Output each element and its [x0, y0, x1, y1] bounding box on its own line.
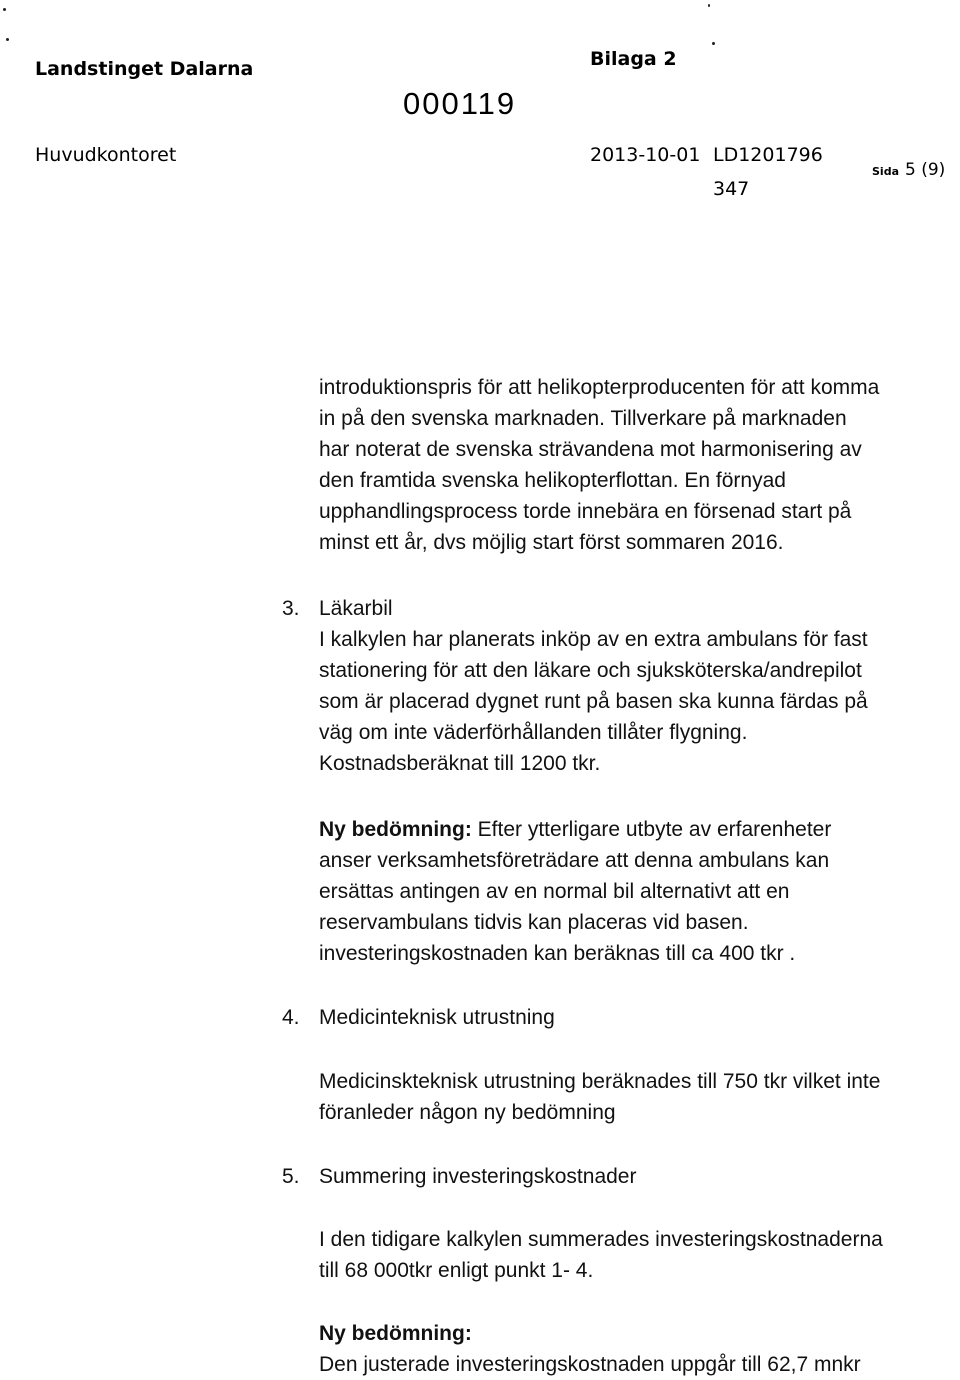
paragraph-line: reservambulans tidvis kan placeras vid basen.	[319, 911, 749, 934]
paragraph-line: in på den svenska marknaden. Tillverkare på marknaden	[319, 407, 847, 430]
page-indicator	[872, 162, 945, 179]
paragraph-line: väg om inte väderförhållanden tillåter flygning.	[319, 721, 748, 744]
section-3-assessment	[319, 814, 949, 969]
paragraph-line: investeringskostnaden kan beräknas till ca 400 tkr .	[319, 942, 796, 965]
paragraph-line: minst ett år, dvs möjlig start först sommaren 2016.	[319, 531, 784, 554]
section-4-paragraph	[319, 1066, 949, 1128]
paragraph-line: till 68 000tkr enligt punkt 1- 4.	[319, 1259, 594, 1282]
assessment-first-line	[319, 814, 949, 845]
paragraph-line: I kalkylen har planerats inköp av en extra ambulans för fast	[319, 628, 868, 651]
section-4-title: Medicinteknisk utrustning	[319, 1006, 555, 1029]
section-4-number: 4.	[282, 1006, 300, 1029]
reference-number: LD1201796	[713, 144, 823, 166]
section-5-paragraph	[319, 1224, 949, 1286]
section-5-assessment	[319, 1318, 949, 1380]
scan-speck	[712, 42, 715, 45]
section-5-title: Summering investeringskostnader	[319, 1165, 637, 1188]
stamp-number: 000119	[403, 86, 517, 121]
intro-paragraph	[319, 372, 949, 558]
assessment-text: Efter ytterligare utbyte av erfarenheter	[471, 818, 832, 841]
section-3-number: 3.	[282, 597, 300, 620]
paragraph-line: föranleder någon ny bedömning	[319, 1101, 616, 1124]
section-3-title: Läkarbil	[319, 597, 393, 620]
section-3-paragraph	[319, 624, 949, 779]
section-5-number: 5.	[282, 1165, 300, 1188]
paragraph-line: som är placerad dygnet runt på basen ska kunna färdas på	[319, 690, 868, 713]
page-label: Sida	[872, 165, 899, 178]
page-number: 5 (9)	[905, 160, 946, 180]
sub-reference-number: 347	[713, 178, 750, 200]
paragraph-line: Medicinskteknisk utrustning beräknades till 750 tkr vilket inte	[319, 1070, 881, 1093]
paragraph-line: upphandlingsprocess torde innebära en försenad start på	[319, 500, 852, 523]
paragraph-line: anser verksamhetsföreträdare att denna ambulans kan	[319, 849, 830, 872]
scan-speck	[708, 4, 710, 7]
paragraph-line: ersättas antingen av en normal bil alternativt att en	[319, 880, 790, 903]
attachment-label: Bilaga 2	[590, 48, 677, 70]
paragraph-line: har noterat de svenska strävandena mot harmonisering av	[319, 438, 862, 461]
assessment-label: Ny bedömning:	[319, 1322, 472, 1345]
paragraph-line: I den tidigare kalkylen summerades investeringskostnaderna	[319, 1228, 883, 1251]
organization-name: Landstinget Dalarna	[35, 58, 254, 80]
department-name: Huvudkontoret	[35, 144, 177, 166]
paragraph-line: introduktionspris för att helikopterproducenten för att komma	[319, 376, 880, 399]
assessment-text: Den justerade investeringskostnaden uppgår till 62,7 mnkr	[319, 1353, 861, 1376]
assessment-label: Ny bedömning:	[319, 818, 472, 841]
paragraph-line: stationering för att den läkare och sjuksköterska/andrepilot	[319, 659, 862, 682]
scan-speck	[6, 38, 9, 41]
paragraph-line: Kostnadsberäknat till 1200 tkr.	[319, 752, 601, 775]
paragraph-line: den framtida svenska helikopterflottan. En förnyad	[319, 469, 786, 492]
document-date: 2013-10-01	[590, 144, 701, 166]
scan-speck	[3, 8, 6, 11]
